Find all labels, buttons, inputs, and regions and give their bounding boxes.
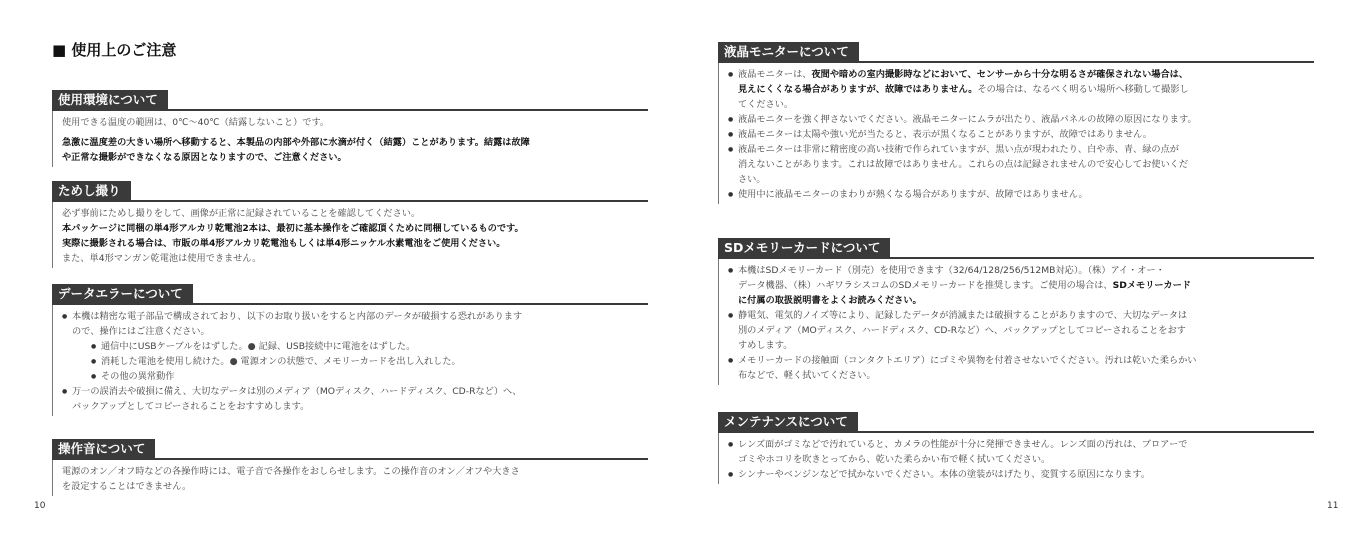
page-number: 10 — [34, 501, 46, 511]
bullet-item: ● 液晶モニターは太陽や強い光が当たると、表示が黒くなることがありますが、故障ではありません。 — [728, 127, 1314, 142]
bullet-item: ● メモリーカードの接触面（コンタクトエリア）にゴミや異物を付着させないでください。汚れは乾いた柔らかい 布などで、軽く拭いてください。 — [728, 353, 1314, 383]
bullet-item: ● 万一の誤消去や破損に備え、大切なデータは別のメディア（MOディスク、ハードディスク、CD-Rなど）へ、 バックアップとしてコピーされることをおすすめします。 — [62, 384, 648, 414]
paragraph-bold: や正常な撮影ができなくなる原因となりますので、ご注意ください。 — [62, 152, 347, 163]
section-lcd-monitor — [718, 41, 1314, 204]
bullet-item: ● 使用中に液晶モニターのまわりが熱くなる場合がありますが、故障ではありません。 — [728, 187, 1314, 202]
section-heading: 液晶モニターについて — [718, 42, 859, 62]
section-header — [718, 411, 1314, 433]
bullet-item: ● 本機はSDメモリーカード（別売）を使用できます（32/64/128/256/512MB対応）。（株）アイ・オー・ データ機器、（株）ハギワラシスコムのSDメモリーカードを推奨します。ご使用の場合は、SDメモリーカード に付属の取扱説明書をよくお読みください。 — [728, 263, 1314, 308]
paragraph-bold: 実際に撮影される場合は、市販の単4形アルカリ乾電池もしくは単4形ニッケル水素電池をご使用ください。 — [62, 238, 506, 249]
section-heading: 操作音について — [52, 439, 155, 459]
section-sd-card — [718, 237, 1314, 385]
sub-list — [62, 339, 648, 384]
bullet-item: ● シンナーやベンジンなどで拭かないでください。本体の塗装がはげたり、変質する原因になります。 — [728, 467, 1314, 482]
section-header — [52, 283, 648, 305]
right-page — [682, 0, 1364, 537]
section-header — [52, 180, 648, 202]
paragraph: 必ず事前にためし撮りをして、画像が正常に記録されていることを確認してください。 — [62, 208, 421, 219]
sub-bullet-item: ● 通信中にUSBケーブルをはずした。● 記録、USB接続中に電池をはずした。 — [91, 339, 648, 354]
section-header — [718, 237, 1314, 259]
paragraph: 使用できる温度の範囲は、0℃～40℃（結露しないこと）です。 — [62, 117, 330, 128]
page-title: ■ 使用上のご注意 — [52, 41, 177, 59]
section-heading: 使用環境について — [52, 90, 168, 110]
section-heading: メンテナンスについて — [718, 412, 858, 432]
paragraph: また、単4形マンガン乾電池は使用できません。 — [62, 253, 262, 264]
bullet-item: ● 液晶モニターは、夜間や暗めの室内撮影時などにおいて、センサーから十分な明るさが確保されない場合は、 見えにくくなる場合がありますが、故障ではありません。その場合は、なるべく明るい場所へ移動して撮影し てください。 — [728, 67, 1314, 112]
bullet-item: ● 液晶モニターを強く押さないでください。液晶モニターにムラが出たり、液晶パネルの故障の原因になります。 — [728, 112, 1314, 127]
section-test-shot — [52, 180, 648, 268]
section-data-error — [52, 283, 648, 416]
paragraph: 電源のオン／オフ時などの各操作時には、電子音で各操作をおしらせします。この操作音のオン／オフや大きさ — [62, 466, 520, 477]
section-heading: データエラーについて — [52, 284, 193, 304]
section-maintenance — [718, 411, 1314, 484]
paragraph-bold: 本パッケージに同梱の単4形アルカリ乾電池2本は、最初に基本操作をご確認頂くために同梱しているものです。 — [62, 223, 524, 234]
paragraph: を設定することはできません。 — [62, 481, 192, 492]
section-header — [52, 89, 648, 111]
sub-bullet-item: ● その他の異常動作 — [91, 369, 648, 384]
section-heading: SDメモリーカードについて — [718, 238, 890, 258]
sub-bullet-item: ● 消耗した電池を使用し続けた。● 電源オンの状態で、メモリーカードを出し入れした。 — [91, 354, 648, 369]
section-heading: ためし撮り — [52, 181, 131, 201]
section-header — [718, 41, 1314, 63]
page-number: 11 — [1327, 501, 1339, 511]
bullet-item: ● レンズ面がゴミなどで汚れていると、カメラの性能が十分に発揮できません。レンズ面の汚れは、ブロアーで ゴミやホコリを吹きとってから、乾いた柔らかい布で軽く拭いてください。 — [728, 437, 1314, 467]
section-header — [52, 438, 648, 460]
paragraph-bold: 急激に温度差の大きい場所へ移動すると、本製品の内部や外部に水滴が付く（結露）ことがあります。結露は故障 — [62, 137, 530, 148]
section-environment — [52, 89, 648, 167]
section-operation-sound — [52, 438, 648, 496]
bullet-item: ● 本機は精密な電子部品で構成されており、以下のお取り扱いをすると内部のデータが破損する恐れがあります ので、操作にはご注意ください。 — [62, 309, 648, 339]
bullet-item: ● 液晶モニターは非常に精密度の高い技術で作られていますが、黒い点が現われたり、白や赤、青、緑の点が 消えないことがあります。これは故障ではありません。これらの点は記録されませんので安心してお使いくだ さい。 — [728, 142, 1314, 187]
bullet-item: ● 静電気、電気的ノイズ等により、記録したデータが消滅または破損することがありますので、大切なデータは 別のメディア（MOディスク、ハードディスク、CD-Rなど）へ、バックアップとしてコピーされることをおす すめします。 — [728, 308, 1314, 353]
